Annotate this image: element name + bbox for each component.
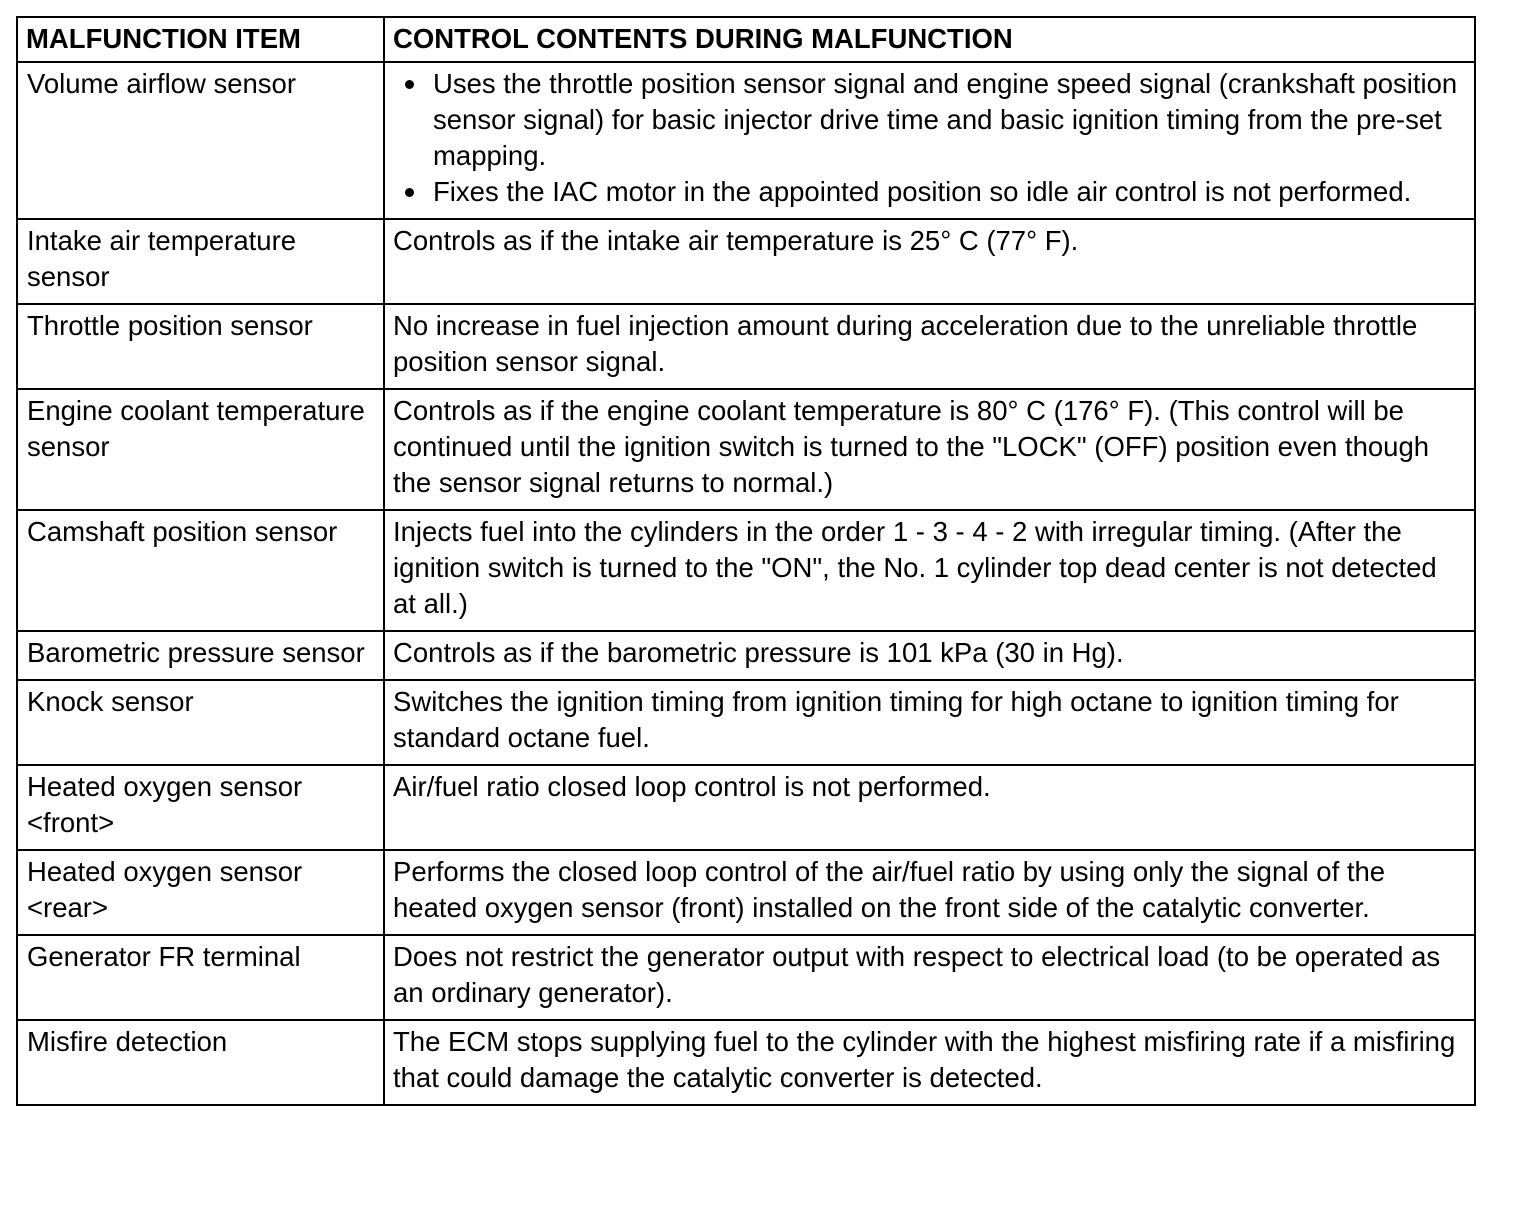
malfunction-control-table bbox=[16, 16, 1476, 1106]
control-contents-cell: Switches the ignition timing from ignition timing for high octane to ignition timing for standard octane fuel. bbox=[384, 680, 1475, 765]
header-malfunction-item: MALFUNCTION ITEM bbox=[17, 17, 384, 62]
malfunction-item-cell: Heated oxygen sensor <front> bbox=[17, 765, 384, 850]
control-bullet-item bbox=[393, 66, 1466, 174]
bullet-icon bbox=[405, 80, 414, 89]
table-row bbox=[17, 935, 1475, 1020]
malfunction-item-cell: Volume airflow sensor bbox=[17, 62, 384, 219]
table-row bbox=[17, 1020, 1475, 1105]
table-row bbox=[17, 304, 1475, 389]
table-row bbox=[17, 680, 1475, 765]
control-contents-cell: No increase in fuel injection amount during acceleration due to the unreliable throttle position sensor signal. bbox=[384, 304, 1475, 389]
table-row bbox=[17, 765, 1475, 850]
control-contents-cell: Performs the closed loop control of the air/fuel ratio by using only the signal of the heated oxygen sensor (front) installed on the front side of the catalytic converter. bbox=[384, 850, 1475, 935]
bullet-icon bbox=[405, 188, 414, 197]
table-row bbox=[17, 631, 1475, 680]
control-contents-cell: Air/fuel ratio closed loop control is not performed. bbox=[384, 765, 1475, 850]
malfunction-item-cell: Heated oxygen sensor <rear> bbox=[17, 850, 384, 935]
malfunction-item-cell: Intake air temperature sensor bbox=[17, 219, 384, 304]
control-bullet-text: Uses the throttle position sensor signal and engine speed signal (crankshaft position sensor signal) for basic injector drive time and basic ignition timing from the pre-set mapping. bbox=[433, 68, 1458, 171]
control-bullet-list bbox=[393, 66, 1466, 210]
malfunction-item-cell: Misfire detection bbox=[17, 1020, 384, 1105]
control-contents-cell: Controls as if the engine coolant temperature is 80° C (176° F). (This control will be continued until the ignition switch is turned to the "LOCK" (OFF) position even though the sensor signal returns to normal.) bbox=[384, 389, 1475, 510]
malfunction-item-cell: Knock sensor bbox=[17, 680, 384, 765]
table-header-row bbox=[17, 17, 1475, 62]
malfunction-item-cell: Throttle position sensor bbox=[17, 304, 384, 389]
control-contents-cell bbox=[384, 62, 1475, 219]
control-bullet-text: Fixes the IAC motor in the appointed position so idle air control is not performed. bbox=[433, 176, 1412, 207]
control-contents-cell: Injects fuel into the cylinders in the order 1 - 3 - 4 - 2 with irregular timing. (After the ignition switch is turned to the "ON", the No. 1 cylinder top dead center is not detected at all.) bbox=[384, 510, 1475, 631]
control-contents-cell: Controls as if the barometric pressure is 101 kPa (30 in Hg). bbox=[384, 631, 1475, 680]
malfunction-control-sheet bbox=[16, 16, 1474, 1106]
control-contents-cell: The ECM stops supplying fuel to the cylinder with the highest misfiring rate if a misfiring that could damage the catalytic converter is detected. bbox=[384, 1020, 1475, 1105]
malfunction-item-cell: Generator FR terminal bbox=[17, 935, 384, 1020]
table-row bbox=[17, 850, 1475, 935]
table-row bbox=[17, 510, 1475, 631]
malfunction-item-cell: Camshaft position sensor bbox=[17, 510, 384, 631]
malfunction-item-cell: Engine coolant temperature sensor bbox=[17, 389, 384, 510]
control-bullet-item bbox=[393, 174, 1466, 210]
table-row bbox=[17, 219, 1475, 304]
control-contents-cell: Does not restrict the generator output with respect to electrical load (to be operated as an ordinary generator). bbox=[384, 935, 1475, 1020]
control-contents-cell: Controls as if the intake air temperature is 25° C (77° F). bbox=[384, 219, 1475, 304]
malfunction-item-cell: Barometric pressure sensor bbox=[17, 631, 384, 680]
table-row bbox=[17, 62, 1475, 219]
header-control-contents: CONTROL CONTENTS DURING MALFUNCTION bbox=[384, 17, 1475, 62]
table-row bbox=[17, 389, 1475, 510]
